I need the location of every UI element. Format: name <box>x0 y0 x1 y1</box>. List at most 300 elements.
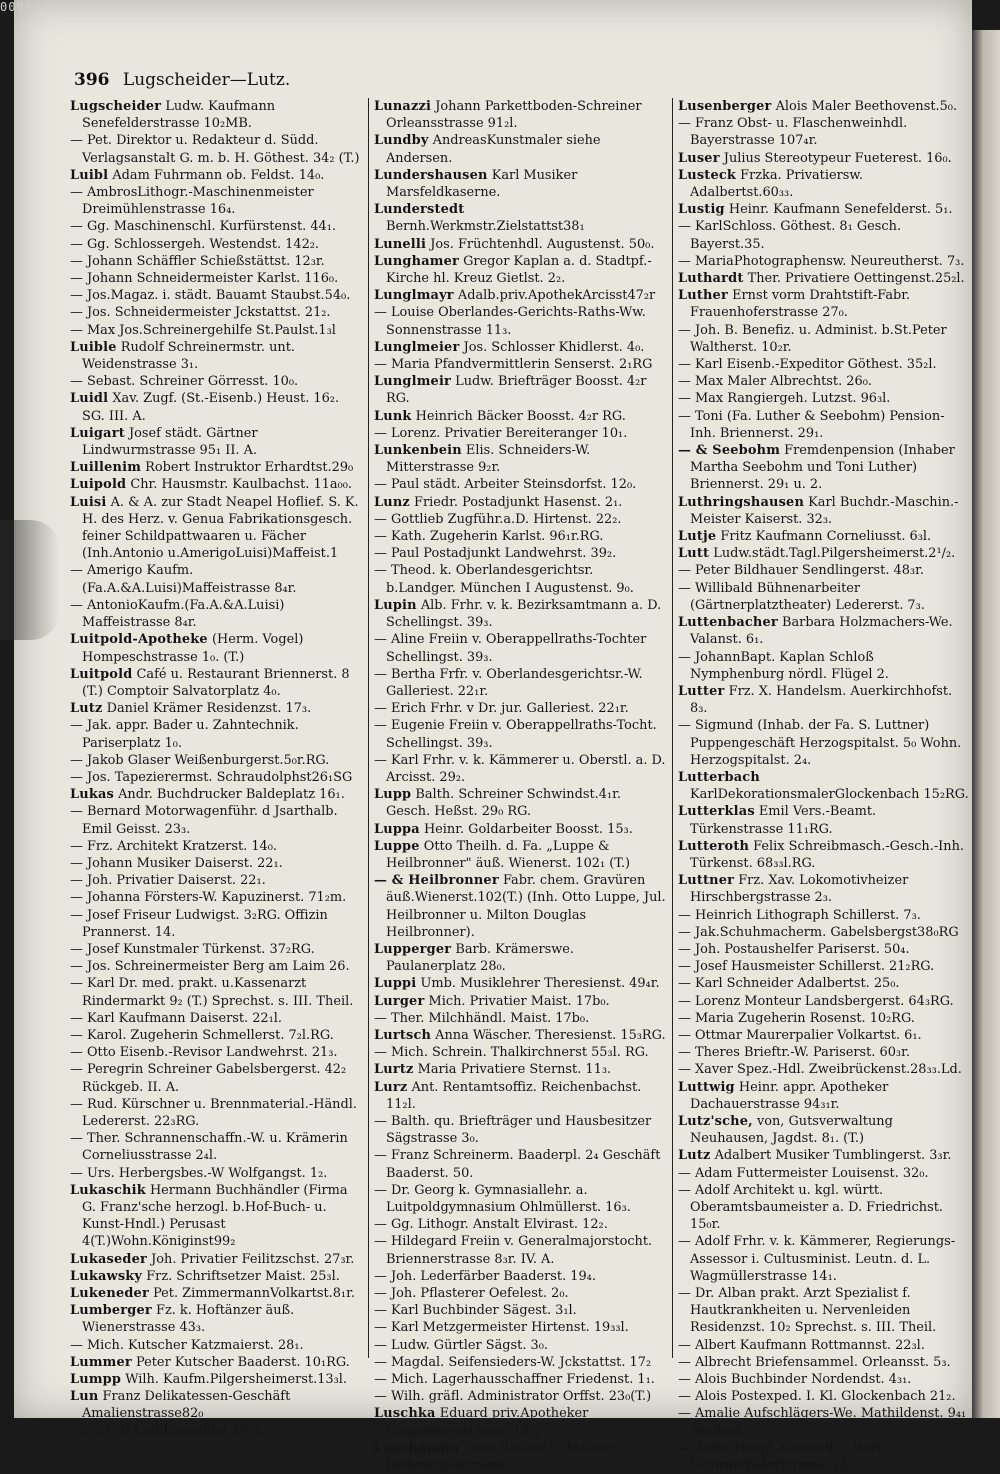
entry-details: — Otto Eisenb.-Revisor Landwehrst. 21₃. <box>70 1045 338 1061</box>
entry-details: — Jakob Glaser Weißenburgerst.5₀r.RG. <box>70 752 330 768</box>
entry-details: Pet. ZimmermannVolkartst.8₁r. <box>153 1286 355 1302</box>
directory-entry <box>374 872 666 941</box>
entry-details: — Jos. Schneidermeister Jckstattst. 21₂. <box>70 305 331 321</box>
entry-details: — Karol. Zugeherin Schmellerst. 7₂l.RG. <box>70 1027 334 1043</box>
directory-entry <box>374 287 666 304</box>
directory-entry <box>678 287 970 321</box>
entry-details: — Joh. Postaushelfer Pariserst. 50₄. <box>678 941 910 957</box>
directory-entry <box>678 838 970 872</box>
entry-details: — Ther. Schrannenschaffn.-W. u. Krämerin Corneliusstrasse 2₄l. <box>70 1131 348 1164</box>
directory-entry <box>374 1285 666 1302</box>
entry-surname: Lutz <box>70 701 103 717</box>
directory-entry <box>678 1113 970 1147</box>
directory-entry <box>70 1182 362 1251</box>
entry-details: — Adolf Frhr. v. k. Kämmerer, Regierungs-Assessor i. Cultusminist. Leutn. d. L. Wagmüllerstrasse 14₁. <box>678 1234 956 1284</box>
entry-details: — Max Rangiergeh. Lutzst. 96₃l. <box>678 391 891 407</box>
directory-entry <box>374 98 666 132</box>
entry-details: Balth. Schreiner Schwindst.4₁r. Gesch. Heßst. 29₀ RG. <box>386 787 621 820</box>
entry-details: — KarlSchloss. Göthest. 8₁ Gesch. Bayerst.35. <box>678 219 902 252</box>
entry-surname: Lukaseder <box>70 1251 147 1267</box>
page-number: 396 <box>74 70 110 90</box>
entry-details: — Willibald Bühnenarbeiter (Gärtnerplatztheater) Ledererst. 7₃. <box>678 580 925 613</box>
entry-surname: Luttwig <box>678 1079 735 1095</box>
directory-entry <box>678 993 970 1010</box>
directory-entry <box>70 1061 362 1095</box>
entry-surname: Lurz <box>374 1079 408 1095</box>
entry-details: — Urs. Herbergsbes.-W Wolfgangst. 1₂. <box>70 1165 328 1181</box>
directory-entry <box>678 958 970 975</box>
directory-entry <box>374 1216 666 1233</box>
entry-details: — Gottlieb Zugführ.a.D. Hirtenst. 22₂. <box>374 511 622 527</box>
entry-details: — Hildegard Freiin v. Generalmajorstocht. Briennerstrasse 8₃r. IV. A. <box>374 1234 653 1267</box>
entry-details: — Jak. appr. Bader u. Zahntechnik. Pariserplatz 1₀. <box>70 718 299 751</box>
entry-details: — Dr. Alban prakt. Arzt Spezialist f. Hautkrankheiten u. Nervenleiden Residenzst. 10₂ Sprechst. s. III. Theil. <box>678 1286 937 1336</box>
directory-entry <box>678 803 970 837</box>
entry-surname: Lutterbach <box>678 769 760 785</box>
directory-entry <box>678 253 970 270</box>
directory-entry <box>374 528 666 545</box>
directory-entry <box>70 1388 362 1440</box>
directory-entry <box>70 803 362 837</box>
entry-details: — Jos. Schreinermeister Berg am Laim 26. <box>70 959 350 975</box>
directory-entry <box>678 494 970 528</box>
entry-surname: Lurger <box>374 993 425 1009</box>
entry-details: Peter Kutscher Baaderst. 10₁RG. <box>136 1354 350 1370</box>
entry-details: Fabr. chem. Gravüren äuß.Wienerst.102(T.) (Inh. Otto Luppe, Jul. Heilbronner u. Milton Douglas Heilbronner). <box>386 873 666 940</box>
entry-details: — Dr. Georg k. Gymnasiallehr. a. Luitpoldgymnasium Ohlmüllerst. 16₃. <box>374 1182 631 1215</box>
directory-entry <box>374 132 666 166</box>
entry-details: Karl Musiker Marsfeldkaserne. <box>386 167 578 201</box>
entry-details: Ludw. Briefträger Boosst. 4₂r RG. <box>386 374 647 407</box>
entry-details: Karl Buchdr.-Maschin.-Meister Kaiserst. 32₃. <box>690 494 959 527</box>
entry-details: Café u. Restaurant Briennerst. 8 (T.) Comptoir Salvatorplatz 4₀. <box>82 666 350 699</box>
directory-entry <box>678 373 970 390</box>
entry-surname: Lugscheider <box>70 99 162 114</box>
directory-entry <box>70 975 362 1009</box>
entry-details: Fremdenpension (Inhaber Martha Seebohm und Toni Luther) Briennerst. 29₁ u. 2. <box>690 443 955 493</box>
entry-details: Mich. Privatier Maist. 17b₀. <box>428 993 610 1009</box>
entry-details: Adalb.priv.ApothekArcisst47₂r <box>457 288 656 304</box>
entry-details: Barb. Krämerswe. Paulanerplatz 28₀. <box>386 941 575 975</box>
entry-details: — Wilh. gräfl. Administrator Orffst. 23₀(T.) <box>374 1389 652 1405</box>
entry-details: Jos. Früchtenhdl. Augustenst. 50₀. <box>430 236 655 252</box>
directory-entry <box>678 218 970 252</box>
directory-entry <box>70 941 362 958</box>
directory-entry <box>374 666 666 700</box>
directory-page <box>14 0 972 1474</box>
entry-surname: Luisi <box>70 494 107 510</box>
entry-details: — JohannBapt. Kaplan Schloß Nymphenburg nördl. Flügel 2. <box>678 649 889 682</box>
directory-entry <box>678 872 970 906</box>
entry-surname: Lukeneder <box>70 1286 149 1302</box>
entry-details: — Sebast. Schreiner Görresst. 10₀. <box>70 374 299 390</box>
entry-details: — AntonioKaufm.(Fa.A.&A.Luisi) Maffeistrasse 8₄r. <box>70 597 285 631</box>
entry-details: (Herm. Vogel) Hompeschstrasse 1₀. (T.) <box>82 632 304 665</box>
directory-entry <box>678 1044 970 1061</box>
entry-details: — Heinrich Lithograph Schillerst. 7₃. <box>678 907 921 923</box>
entry-details: — Adolf Architekt u. kgl. württ. Oberamtsbaumeister a. D. Friedrichst. 15₀r. <box>678 1182 943 1233</box>
directory-entry <box>374 752 666 786</box>
entry-surname: Lupperger <box>374 941 452 957</box>
directory-entry <box>374 1440 666 1474</box>
directory-entry <box>678 322 970 356</box>
entry-details: — Kath. Zugeherin Karlst. 96₁r.RG. <box>374 529 604 545</box>
directory-entry <box>678 98 970 115</box>
entry-surname: — & Heilbronner <box>374 873 499 889</box>
directory-entry <box>678 1061 970 1078</box>
entry-details: — Adam Futtermeister Louisenst. 32₀. <box>678 1165 929 1181</box>
entry-surname: Luible <box>70 339 117 355</box>
directory-entry <box>374 975 666 992</box>
entry-details: — Albrecht Briefensammel. Orleansst. 5₃. <box>678 1354 951 1370</box>
directory-entry <box>70 132 362 166</box>
directory-entry <box>374 1044 666 1061</box>
entry-surname: Lunk <box>374 408 412 424</box>
entry-details: Xav. Zugf. (St.-Eisenb.) Heust. 16₂. SG. III. A. <box>82 391 340 424</box>
entry-details: — Franz Obst- u. Flaschenweinhdl. Bayerstrasse 107₄r. <box>678 116 908 149</box>
entry-details: Daniel Krämer Residenzst. 17₃. <box>106 701 312 717</box>
entry-surname: Lunelli <box>374 236 427 252</box>
entry-surname: Lustig <box>678 202 725 218</box>
entry-surname: Luppa <box>374 821 420 837</box>
entry-details: — Amalie Aufschlägers-We. Mathildenst. 9₄₁ Neubau. <box>678 1406 967 1439</box>
entry-surname: Lun <box>70 1389 99 1405</box>
entry-details: Eduard priv.Apotheker Erzgießereistrasse 18₁. <box>386 1406 589 1439</box>
directory-entry <box>70 855 362 872</box>
directory-entry <box>70 1165 362 1182</box>
directory-entry <box>374 304 666 338</box>
directory-entry <box>678 1079 970 1113</box>
entry-details: — Paul städt. Arbeiter Steinsdorfst. 12₀. <box>374 477 637 493</box>
directory-entry <box>374 545 666 562</box>
page-title: Lugscheider—Lutz. <box>122 70 291 90</box>
directory-entry <box>678 150 970 167</box>
entry-surname: Lunglmayr <box>374 288 454 304</box>
entry-surname: Luttner <box>678 873 735 889</box>
entry-surname: Lumpp <box>70 1372 122 1388</box>
directory-entry <box>374 821 666 838</box>
directory-entry <box>678 1147 970 1164</box>
entry-details: — Joh. Pflasterer Oefelest. 2₀. <box>374 1286 569 1302</box>
entry-details: — Mich. Lagerhausschaffner Friedenst. 1₁. <box>374 1372 655 1388</box>
entry-surname: Luillenim <box>70 460 142 476</box>
entry-surname: Lukaschik <box>70 1182 146 1198</box>
directory-entry <box>70 1302 362 1336</box>
directory-entry <box>70 752 362 769</box>
directory-entry <box>374 1337 666 1354</box>
entry-details: Frzka. Privatiersw. Adalbertst.60₃₃. <box>690 167 863 201</box>
entry-details: — Eugenie Freiin v. Oberappellraths-Tocht. Schellingst. 39₃. <box>374 718 657 751</box>
directory-entry <box>374 1268 666 1285</box>
directory-entry <box>678 408 970 442</box>
entry-details: — Franz Schreinerm. Baaderpl. 2₄ Geschäft Baaderst. 50. <box>374 1148 661 1181</box>
entry-surname: Luther <box>678 288 728 304</box>
directory-entry <box>70 958 362 975</box>
entry-surname: Lunglmeier <box>374 339 460 355</box>
directory-entry <box>374 511 666 528</box>
directory-entry <box>678 545 970 562</box>
directory-entry <box>678 1233 970 1285</box>
directory-entry <box>678 562 970 579</box>
directory-entry <box>70 494 362 563</box>
entry-surname: Lusteck <box>678 167 737 183</box>
directory-entry <box>678 390 970 407</box>
directory-entry <box>70 218 362 235</box>
directory-entry <box>70 1130 362 1164</box>
entry-surname: Lurtsch <box>374 1027 432 1043</box>
directory-entry <box>678 442 970 494</box>
entry-surname: Luthringshausen <box>678 494 805 510</box>
directory-entry <box>678 115 970 149</box>
entry-details: — Jos. Tapezierermst. Schraudolphst26₁SG <box>70 769 353 785</box>
directory-entry <box>70 597 362 631</box>
directory-entry <box>70 1337 362 1354</box>
entry-details: — Albert Kaufmann Rottmannst. 22₃l. <box>678 1337 925 1353</box>
directory-entry <box>678 717 970 769</box>
entry-details: Josef Bäcker u. Melber Reifenstuelstrasse 2₀. <box>386 1440 614 1474</box>
entry-details: — Mich. Schrein. Thalkirchnerst 55₃l. RG. <box>374 1045 649 1061</box>
entry-details: Anna Wäscher. Theresienst. 15₃RG. <box>435 1027 666 1043</box>
entry-surname: Lusenberger <box>678 99 772 114</box>
entry-details: — Mich. Kutscher Katzmaierst. 28₁. <box>70 1337 304 1353</box>
entry-surname: Luitpold <box>70 666 133 682</box>
entry-details: — Karl Schneider Adalbertst. 25₀. <box>678 976 900 992</box>
directory-entry <box>678 907 970 924</box>
directory-entry <box>70 562 362 596</box>
entry-details: Emil Vers.-Beamt. Türkenstrasse 11₁RG. <box>690 804 877 837</box>
directory-entry <box>70 339 362 373</box>
entry-details: — Amerigo Kaufm.(Fa.A.&A.Luisi)Maffeistrasse 8₄r. <box>70 563 297 596</box>
entry-details: Heinr. Goldarbeiter Boosst. 15₃. <box>423 821 633 837</box>
directory-entry <box>374 476 666 493</box>
entry-details: — Frz. Architekt Kratzerst. 14₀. <box>70 838 277 854</box>
entry-surname: Luthardt <box>678 271 744 287</box>
entry-details: — Karl Dr. med. prakt. u.Kassenarzt Rindermarkt 9₂ (T.) Sprechst. s. III. Theil. <box>70 976 354 1009</box>
entry-surname: Luschka <box>374 1406 436 1422</box>
entry-surname: Lutz'sche, <box>678 1113 753 1129</box>
entry-surname: Lutt <box>678 546 710 562</box>
entry-surname: Lunghamer <box>374 253 459 269</box>
entry-details: Ludw. Kaufmann Senefelderstrasse 10₂MB. <box>82 99 276 132</box>
entry-details: — Max Jos.Schreinergehilfe St.Paulst.1₃l <box>70 322 336 338</box>
entry-details: — Karl Buchbinder Sägest. 3₁l. <box>374 1303 577 1319</box>
directory-entry <box>70 786 362 803</box>
directory-entry <box>678 941 970 958</box>
directory-entry <box>70 1027 362 1044</box>
directory-entry <box>70 1044 362 1061</box>
entry-details: — Paul Postadjunkt Landwehrst. 39₂. <box>374 546 617 562</box>
entry-details: — Karl Kaufmann Daiserst. 22₁l. <box>70 1010 283 1026</box>
entry-details: Otto Theilh. d. Fa. „Luppe & Heilbronner" äuß. Wienerst. 102₁ (T.) <box>386 838 631 871</box>
entry-surname: Lummer <box>70 1354 132 1370</box>
entry-details: Wilh. Kaufm.Pilgersheimerst.13₃l. <box>125 1372 348 1388</box>
entry-details: Ernst vorm Drahtstift-Fabr. Frauenhoferstrasse 27₀. <box>690 288 911 321</box>
entry-details: — Peter Bildhauer Sendlingerst. 48₃r. <box>678 563 924 579</box>
entry-details: Johann Parkettboden-Schreiner Orleansstrasse 91₂l. <box>386 99 642 132</box>
entry-details: — Jos.Magaz. i. städt. Bauamt Staubst.54₀. <box>70 288 351 304</box>
entry-details: — Anita Haupt-Kassaoffiz.-Wwe. Schwanthalerstrasse 13₂. <box>678 1440 889 1474</box>
entry-details: — Pet. Direktor u. Redakteur d. Südd. Verlagsanstalt G. m. b. H. Göthest. 34₂ (T.) <box>70 133 360 166</box>
directory-entry <box>678 1371 970 1388</box>
entry-details: — Joh. Lederfärber Baaderst. 19₄. <box>374 1268 596 1284</box>
entry-surname: Lukas <box>70 787 114 803</box>
directory-entry <box>70 717 362 751</box>
directory-entry <box>678 167 970 201</box>
directory-entry <box>678 769 970 803</box>
entry-details: A. & A. zur Stadt Neapel Hoflief. S. K. H. des Herz. v. Genua Fabrikationsgesch. feiner Schildpattwaaren u. Fächer (Inh.Antonio u.AmerigoLuisi)Maffeist.1 <box>82 494 359 562</box>
entry-details: Felix Schreibmasch.-Gesch.-Inh. Türkenst. 68₃₃l.RG. <box>690 838 964 871</box>
directory-entry <box>374 201 666 235</box>
directory-entry <box>374 1182 666 1216</box>
entry-details: — Theres Brieftr.-W. Pariserst. 60₃r. <box>678 1045 910 1061</box>
entry-details: — Rud. Kürschner u. Brennmaterial.-Händl. Ledererst. 22₃RG. <box>70 1096 357 1129</box>
directory-entry <box>678 649 970 683</box>
directory-entry <box>374 253 666 287</box>
entry-details: — Erich Frhr. v Dr. jur. Galleriest. 22₁r. <box>374 701 629 717</box>
directory-entry <box>70 476 362 493</box>
directory-entry <box>70 666 362 700</box>
entry-details: Franz Delikatessen-Geschäft Amalienstrasse82₀ u.₁(T.)II.Lad.Leopoldst.39(T.) <box>82 1389 291 1439</box>
directory-entry <box>374 1010 666 1027</box>
column-3 <box>678 98 970 1474</box>
directory-entry <box>70 322 362 339</box>
directory-entry <box>70 1010 362 1027</box>
directory-entry <box>70 631 362 665</box>
column-divider <box>672 98 673 1358</box>
directory-entry <box>70 304 362 321</box>
directory-entry <box>374 838 666 872</box>
entry-details: Josef städt. Gärtner Lindwurmstrasse 95₁ II. A. <box>82 425 258 459</box>
directory-entry <box>678 580 970 614</box>
entry-details: — Peregrin Schreiner Gabelsbergerst. 42₂ Rückgeb. II. A. <box>70 1062 347 1095</box>
entry-details: — Balth. qu. Briefträger und Hausbesitzer Sägstrasse 3₀. <box>374 1113 652 1147</box>
entry-details: Friedr. Postadjunkt Hasenst. 2₁. <box>414 494 623 510</box>
entry-details: Bernh.Werkmstr.Zielstattst38₁ <box>386 219 585 235</box>
entry-details: — Maria Zugeherin Rosenst. 10₂RG. <box>678 1010 915 1026</box>
entry-details: — Ther. Milchhändl. Maist. 17b₀. <box>374 1010 590 1026</box>
entry-details: AndreasKunstmaler siehe Andersen. <box>386 133 601 166</box>
directory-entry <box>70 373 362 390</box>
entry-details: — Johann Schäffler Schießstättst. 12₃r. <box>70 253 325 269</box>
directory-entry <box>374 562 666 596</box>
entry-details: — Josef Kunstmaler Türkenst. 37₂RG. <box>70 941 315 957</box>
entry-details: Heinrich Bäcker Boosst. 4₂r RG. <box>415 408 626 424</box>
entry-details: — Gg. Lithogr. Anstalt Elvirast. 12₂. <box>374 1217 608 1233</box>
directory-entry <box>678 1027 970 1044</box>
entry-details: — Karl Metzgermeister Hirtenst. 19₃₃l. <box>374 1320 629 1336</box>
entry-surname: Lundby <box>374 133 429 149</box>
directory-entry <box>374 717 666 751</box>
directory-entry <box>678 1440 970 1474</box>
entry-surname: Lunderstedt <box>374 202 465 218</box>
entry-details: Julius Stereotypeur Fueterest. 16₀. <box>723 150 952 166</box>
directory-entry <box>70 1371 362 1388</box>
entry-details: — Ludw. Gürtler Sägst. 3₀. <box>374 1337 548 1353</box>
entry-details: — Johann Musiker Daiserst. 22₁. <box>70 855 283 871</box>
directory-entry <box>374 1061 666 1078</box>
directory-entry <box>70 1251 362 1268</box>
entry-details: — Gg. Schlossergeh. Westendst. 142₂. <box>70 236 320 252</box>
directory-entry <box>70 1096 362 1130</box>
entry-details: Elis. Schneiders-W. Mitterstrasse 9₂r. <box>386 443 591 476</box>
directory-entry <box>374 425 666 442</box>
entry-details: — Sigmund (Inhab. der Fa. S. Luttner) Puppengeschäft Herzogspitalst. 5₀ Wohn. Herzogspitalst. 2₄. <box>678 718 962 768</box>
directory-entry <box>70 459 362 476</box>
directory-entry <box>374 1027 666 1044</box>
entry-surname: Lunglmeir <box>374 374 452 390</box>
directory-entry <box>374 1147 666 1181</box>
entry-surname: Lukawsky <box>70 1268 143 1284</box>
entry-surname: Luppe <box>374 838 420 854</box>
directory-entry <box>678 1405 970 1439</box>
entry-details: Alb. Frhr. v. k. Bezirksamtmann a. D. Schellingst. 39₃. <box>386 597 662 631</box>
entry-details: Heinr. appr. Apotheker Dachauerstrasse 94₃₁r. <box>690 1079 889 1112</box>
directory-entry <box>70 390 362 424</box>
directory-entry <box>374 631 666 665</box>
entry-details: — Josef Friseur Ludwigst. 3₂RG. Offizin Prannerst. 14. <box>70 907 328 940</box>
entry-details: Rudolf Schreinermstr. unt. Weidenstrasse 3₁. <box>82 339 295 373</box>
entry-details: Frz. Xav. Lokomotivheizer Hirschbergstrasse 2₃. <box>690 873 909 906</box>
directory-entry <box>70 1354 362 1371</box>
entry-details: — Joh. B. Benefiz. u. Administ. b.St.Peter Waltherst. 10₂r. <box>678 322 947 355</box>
directory-entry <box>70 1268 362 1285</box>
entry-details: — Louise Oberlandes-Gerichts-Raths-Ww. Sonnenstrasse 11₃. <box>374 305 646 338</box>
entry-details: — Alois Postexped. I. Kl. Glockenbach 21₂. <box>678 1389 956 1405</box>
directory-entry <box>678 1165 970 1182</box>
entry-surname: — & Seebohm <box>678 443 781 459</box>
directory-entry <box>374 1113 666 1147</box>
entry-details: — Maria Pfandvermittlerin Senserst. 2₁RG <box>374 357 653 373</box>
directory-entry <box>374 1319 666 1336</box>
entry-details: Ant. Rentamtsoffiz. Reichenbachst. 11₂l. <box>386 1079 642 1112</box>
directory-entry <box>678 683 970 717</box>
directory-entry <box>374 373 666 407</box>
entry-details: Barbara Holzmachers-We. Valanst. 6₁. <box>690 615 953 648</box>
entry-surname: Lurtz <box>374 1062 414 1078</box>
binder-clip-shadow <box>0 520 60 640</box>
directory-entry <box>70 253 362 270</box>
entry-details: — Theod. k. Oberlandesgerichtsr. b.Landger. München I Augustenst. 9₀. <box>374 563 634 596</box>
entry-details: — Ottmar Maurerpalier Volkartst. 6₁. <box>678 1027 922 1043</box>
directory-entry <box>70 889 362 906</box>
entry-surname: Luigart <box>70 425 125 441</box>
directory-entry <box>374 1302 666 1319</box>
entry-surname: Luitpold-Apotheke <box>70 632 208 648</box>
entry-details: Fz. k. Hoftänzer äuß. Wienerstrasse 43₃. <box>82 1303 295 1336</box>
directory-entry <box>678 201 970 218</box>
entry-details: Hermann Buchhändler (Firma G. Franz'sche herzogl. b.Hof-Buch- u. Kunst-Hndl.) Perusast 4(T.)Wohn.Königinst99₂ <box>82 1182 348 1250</box>
column-2 <box>374 98 666 1474</box>
directory-entry <box>678 356 970 373</box>
entry-details: — Magdal. Seifensieders-W. Jckstattst. 17₂ <box>374 1354 652 1370</box>
directory-entry <box>374 1079 666 1113</box>
directory-entry <box>678 1337 970 1354</box>
entry-details: — Johanna Försters-W. Kapuzinerst. 71₂m. <box>70 890 347 906</box>
directory-entry <box>70 167 362 184</box>
entry-details: Maria Privatiere Sternst. 11₃. <box>417 1062 612 1078</box>
directory-entry <box>374 1371 666 1388</box>
entry-details: Adalbert Musiker Tumblingerst. 3₃r. <box>714 1148 952 1164</box>
entry-details: KarlDekorationsmalerGlockenbach 15₂RG. <box>690 787 969 803</box>
entry-details: Adam Fuhrmann ob. Feldst. 14₀. <box>112 167 325 183</box>
entry-details: — Johann Schneidermeister Karlst. 116₀. <box>70 271 339 287</box>
entry-details: — Gg. Maschinenschl. Kurfürstenst. 44₁. <box>70 219 336 235</box>
entry-surname: Luschmann <box>374 1440 460 1456</box>
entry-details: — Alois Buchbinder Nordendst. 4₃₁. <box>678 1372 912 1388</box>
entry-details: Andr. Buchdrucker Baldeplatz 16₁. <box>118 787 345 803</box>
entry-surname: Lutter <box>678 683 725 699</box>
entry-surname: Lundershausen <box>374 167 488 183</box>
